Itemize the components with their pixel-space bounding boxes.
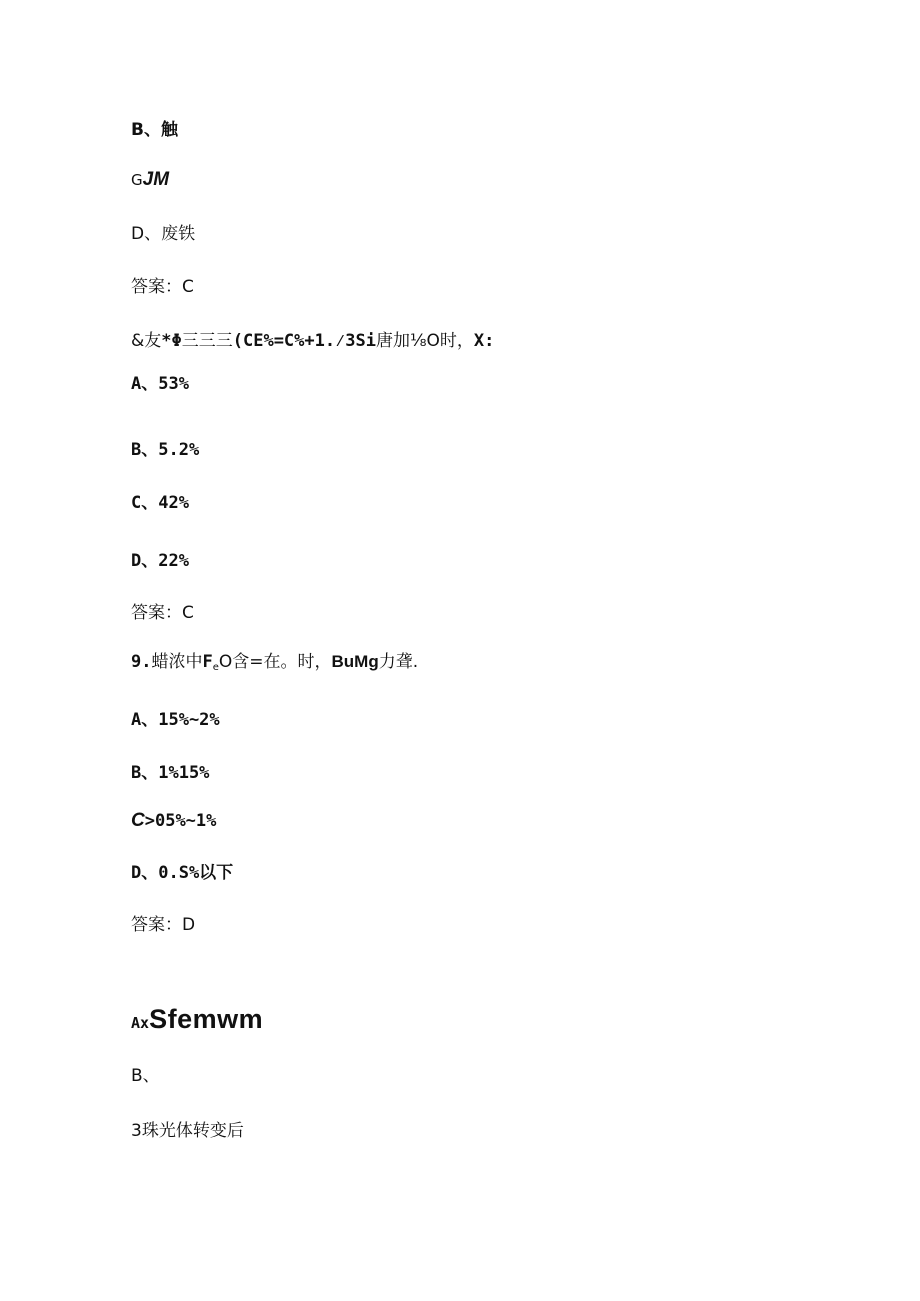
question-9-line [131, 651, 418, 679]
question-9-part-3: O含=在。时， [218, 652, 332, 672]
question-9-subscript: e [212, 662, 219, 673]
q9-option-a-text: A、15%~2% [131, 710, 220, 730]
answer-line-2 [131, 602, 194, 624]
q8-option-c-text: C、42% [131, 493, 189, 513]
option-d-line [131, 223, 195, 245]
answer-line-1 [131, 276, 194, 298]
q8-option-d-text: D、22% [131, 551, 189, 571]
option-c-text: JM [142, 169, 170, 190]
q8-option-d [131, 550, 189, 572]
option-c-prefix: G [131, 171, 143, 189]
q9-option-a [131, 709, 220, 731]
q9-option-d [131, 862, 233, 884]
question-9-part-1: 蜡浓中 [151, 652, 203, 672]
question-9-number: 9. [131, 652, 152, 672]
q9-option-b [131, 762, 209, 784]
option-b-blank-text: B、 [131, 1066, 160, 1086]
question-8-part-6: X: [473, 331, 495, 351]
q9-option-c-text: >05%~1% [144, 811, 217, 831]
question-9-part-5: 力聋. [378, 652, 419, 672]
heading-text: Sfemwm [149, 1004, 264, 1034]
q8-option-b-text: B、5.2% [131, 440, 200, 460]
question-9-part-4: BuMg [331, 652, 379, 671]
q9-option-c [131, 810, 216, 832]
question-8-part-3: 三三三 [181, 331, 233, 351]
question-8-part-2: *Φ [161, 331, 182, 351]
answer-line-3 [131, 914, 195, 936]
answer-text-3: 答案：D [131, 915, 196, 935]
q8-option-a [131, 373, 189, 395]
question-8-part-1: &友 [131, 331, 162, 351]
heading-prefix: Ax [131, 1014, 150, 1032]
option-b-line [131, 119, 178, 141]
option-d-text: D、废铁 [131, 224, 196, 244]
q9-option-d-text: D、0.S%以下 [131, 863, 234, 883]
q8-option-a-text: A、53% [131, 374, 189, 394]
question-9-part-2: F [202, 652, 213, 672]
answer-text-1: 答案：C [131, 277, 194, 297]
q8-option-b [131, 439, 199, 461]
pearlite-line [131, 1120, 244, 1142]
option-b-text: B、触 [131, 120, 178, 140]
option-c-line [131, 169, 169, 191]
answer-text-2: 答案：C [131, 603, 194, 623]
pearlite-text: 3珠光体转变后 [131, 1121, 244, 1141]
option-b-blank-line [131, 1065, 160, 1087]
q8-option-c [131, 492, 189, 514]
question-8-part-5: 唐加⅛O时， [376, 331, 474, 351]
question-8-part-4: (CE%=C%+1.⁄3Si [232, 331, 377, 351]
q9-option-c-letter: C [131, 810, 145, 831]
q9-option-b-text: B、1%15% [131, 763, 210, 783]
question-8-line [131, 330, 494, 352]
heading-line [131, 1002, 263, 1040]
